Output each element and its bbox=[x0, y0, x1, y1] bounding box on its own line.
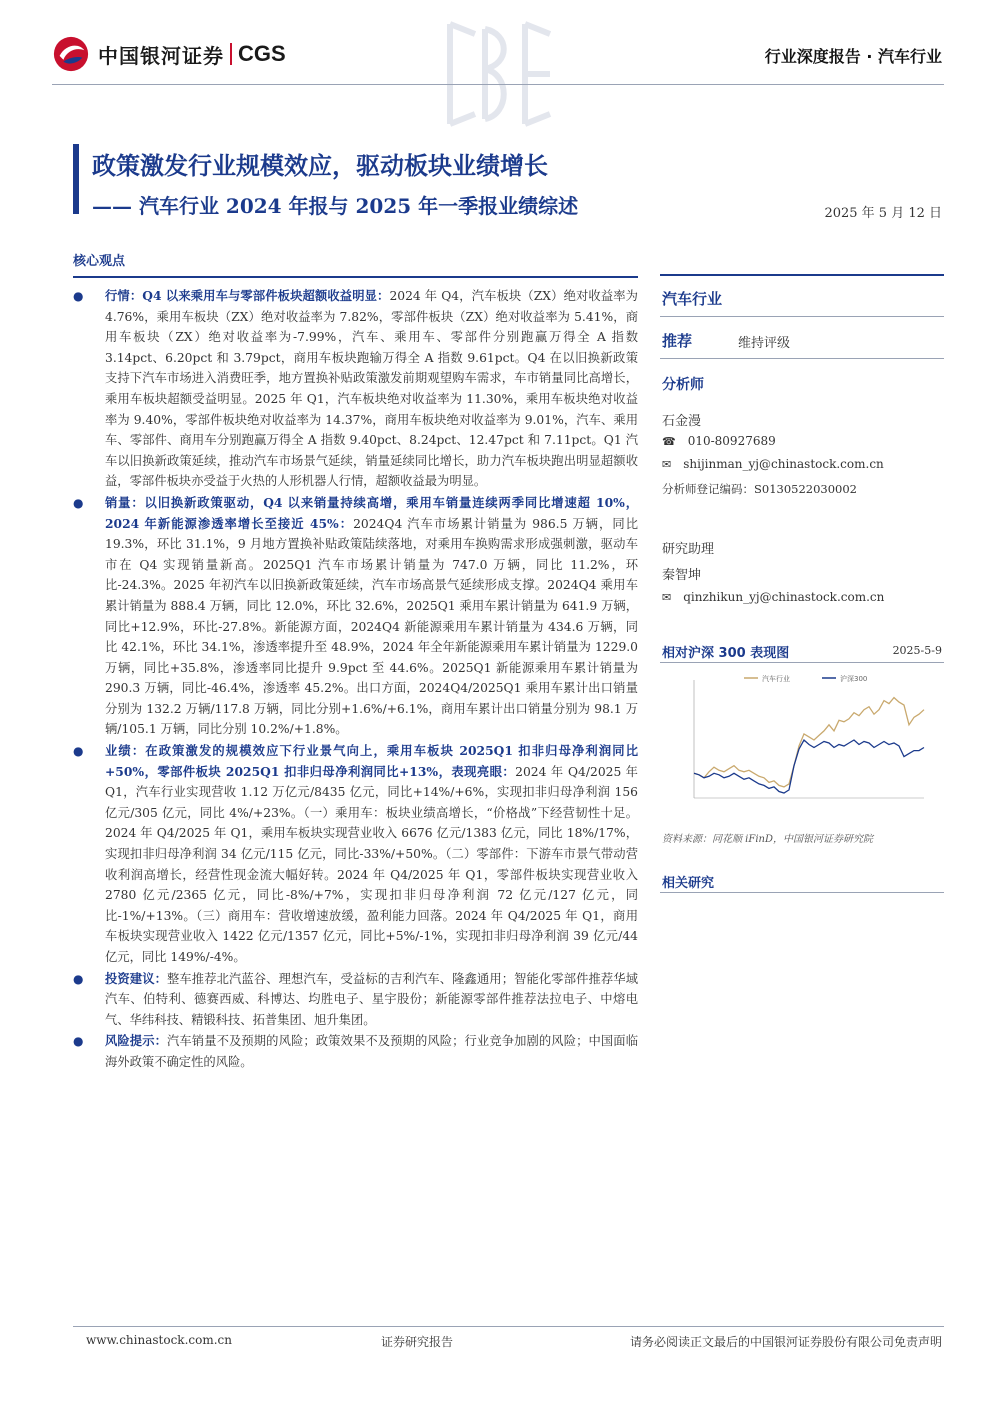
header-divider bbox=[52, 84, 944, 85]
rating-label: 推荐 bbox=[662, 332, 693, 350]
logo-english-name: CGS bbox=[238, 41, 286, 66]
report-title: 政策激发行业规模效应，驱动板块业绩增长 bbox=[92, 151, 548, 180]
bullet-dot-icon: ● bbox=[73, 1034, 84, 1049]
analyst-name: 石金漫 bbox=[662, 414, 702, 429]
sidebar-industry: 汽车行业 bbox=[662, 290, 723, 308]
bullet-body: 2024 年 Q4，汽车板块（ZX）绝对收益率为 4.76%，乘用车板块（ZX）绝对收益率为 7.82%，零部件板块（ZX）绝对收益率为 5.41%，商用车板块（ZX）绝对收益率为-7.99%，汽车、乘用车、零部件分别跑赢万得全 A 指数 3.14pct、6.20pct 和 3.79pct，商用车板块跑输万得全 A 指数 9.61pct。Q4 在以旧换新政策支持下汽车市场进入消费旺季，地方置换补贴政策激发前期观望购车需求，车市销量同比高增长，乘用车板块超额受益明显。2025 年 Q1，汽车板块绝对收益率为 11.30%，乘用车板块绝对收益率为 9.40%，零部件板块绝对收益率为 14.37%，商用车板块绝对收益率为 9.01%，汽车、乘用车、零部件、商用车分别跑赢万得全 A 指数 9.40pct、8.24pct、12.47pct 和 7.11pct。Q1 汽车以旧换新政策延续，推动汽车市场景气延续，销量延续同比增长，助力汽车板块跑出明显超额收益，零部件板块亦受益于火热的人形机器人行情，超额收益最为明显。 bbox=[105, 289, 638, 489]
analyst-certificate: 分析师登记编码：S0130522030002 bbox=[662, 482, 857, 496]
bullet-heading: 销量：以旧换新政策驱动，Q4 以来销量持续高增，乘用车销量连续两季同比增速超 10%，2024 年新能源渗透率增长至接近 45%： bbox=[105, 494, 638, 531]
bullet-heading: 行情：Q4 以来乘用车与零部件板块超额收益明显： bbox=[105, 288, 390, 303]
legend-label-1: 沪深300 bbox=[840, 675, 868, 683]
email-icon: ✉ bbox=[662, 590, 672, 604]
analyst-email[interactable]: shijinman_yj@chinastock.com.cn bbox=[683, 457, 884, 471]
footer-disclaimer: 请务必阅读正文最后的中国银河证券股份有限公司免责声明 bbox=[629, 1335, 942, 1349]
bullet-dot-icon: ● bbox=[73, 744, 84, 759]
assistant-name: 秦智坤 bbox=[662, 568, 702, 583]
cgs-watermark-icon bbox=[430, 14, 560, 134]
title-accent-bar bbox=[73, 144, 79, 214]
footer-report-label: 证券研究报告 bbox=[381, 1335, 454, 1349]
chart-date: 2025-5-9 bbox=[892, 644, 942, 657]
email-icon: ✉ bbox=[662, 457, 672, 471]
report-date: 2025 年 5 月 12 日 bbox=[824, 206, 942, 221]
bullet-heading: 风险提示： bbox=[105, 1033, 167, 1049]
bullet-heading: 业绩：在政策激发的规模效应下行业景气向上，乘用车板块 2025Q1 扣非归母净利润同比+50%，零部件板块 2025Q1 扣非归母净利润同比+13%，表现亮眼： bbox=[105, 743, 638, 779]
legend-label-0: 汽车行业 bbox=[762, 675, 790, 683]
core-view-divider bbox=[73, 276, 638, 278]
chart-divider bbox=[660, 662, 944, 663]
rating-value: 维持评级 bbox=[738, 336, 791, 351]
related-divider bbox=[660, 892, 944, 893]
sidebar-divider bbox=[660, 316, 944, 317]
analyst-email-row bbox=[662, 457, 884, 471]
logo-divider bbox=[230, 43, 232, 65]
bullet-body: 2024Q4 汽车市场累计销量为 986.5 万辆，同比 19.3%，环比 31.1%，9 月地方置换补贴政策陆续落地，对乘用车换购需求形成强刺激，驱动车市在 Q4 实现销量新高。2025Q1 汽车市场累计销量为 747.0 万辆，同比 11.2%，环比-24.3%。2025 年初汽车以旧换新政策延续，汽车市场高景气延续形成支撑。2024Q4 乘用车累计销量为 888.4 万辆，同比 12.0%，环比 32.6%，2025Q1 乘用车累计销量为 641.9 万辆，同比+12.9%，环比-27.8%。新能源方面，2024Q4 新能源乘用车累计销量为 434.6 万辆，同比 42.1%，环比 34.1%，渗透率提升至 48.9%，2024 年全年新能源乘用车累计销量为 1229.0 万辆，同比+35.8%，渗透率同比提升 9.9pct 至 44.6%。2025Q1 新能源乘用车累计销量为 290.3 万辆，同比-46.4%，渗透率 45.2%。出口方面，2024Q4/2025Q1 乘用车累计出口销量分别为 132.2 万辆/117.8 万辆，同比分别+1.6%/+6.1%，商用车累计出口销量分别为 98.1 万辆/105.1 万辆，同比分别 10.2%/+1.8%。 bbox=[105, 516, 638, 737]
assistant-email[interactable]: qinzhikun_yj@chinastock.com.cn bbox=[683, 590, 885, 604]
assistant-email-row bbox=[662, 590, 884, 604]
report-type-label: 行业深度报告 · 汽车行业 bbox=[764, 47, 942, 66]
bullet-risk bbox=[73, 1031, 638, 1072]
related-research-heading: 相关研究 bbox=[662, 876, 715, 891]
report-subtitle: —— 汽车行业 2024 年报与 2025 年一季报业绩综述 bbox=[92, 194, 579, 218]
analyst-phone: 010-80927689 bbox=[687, 434, 776, 448]
bullet-body: 整车推荐北汽蓝谷、理想汽车，受益标的吉利汽车、隆鑫通用；智能化零部件推荐华域汽车、伯特利、德赛西威、科博达、均胜电子、星宇股份；新能源零部件推荐法拉电子、中熔电气、华纬科技、精锻科技、拓普集团、旭升集团。 bbox=[105, 971, 638, 1027]
footer-divider bbox=[73, 1326, 944, 1327]
bullet-performance bbox=[73, 741, 638, 968]
bullet-investment bbox=[73, 969, 638, 1031]
bullet-body: 汽车销量不及预期的风险；政策效果不及预期的风险；行业竞争加剧的风险；中国面临海外政策不确定性的风险。 bbox=[105, 1034, 638, 1069]
core-view-heading: 核心观点 bbox=[73, 254, 126, 269]
bullet-sales bbox=[73, 493, 638, 740]
relative-performance-chart bbox=[664, 668, 942, 826]
bullet-heading: 投资建议： bbox=[105, 970, 167, 986]
chart-title: 相对沪深 300 表现图 bbox=[662, 646, 790, 661]
chart-source: 资料来源：同花顺 iFinD，中国银河证券研究院 bbox=[662, 834, 873, 845]
bullet-dot-icon: ● bbox=[73, 289, 84, 303]
bullet-dot-icon: ● bbox=[73, 495, 84, 510]
bullet-dot-icon: ● bbox=[73, 971, 84, 986]
chart-legend bbox=[744, 674, 867, 683]
logo-chinese-name: 中国银河证券 bbox=[98, 43, 224, 68]
company-logo bbox=[52, 34, 286, 74]
bullet-market bbox=[73, 286, 638, 492]
footer-website[interactable]: www.chinastock.com.cn bbox=[86, 1333, 232, 1347]
assistant-heading: 研究助理 bbox=[662, 542, 715, 557]
analyst-phone-row bbox=[662, 434, 776, 448]
bullet-body: 2024 年 Q4/2025 年 Q1，汽车行业实现营收 1.12 万亿元/8435 亿元，同比+14%/+6%，实现扣非归母净利润 156 亿元/305 亿元，同比 4%/+23%。（一）乘用车：板块业绩高增长，“价格战”下经营韧性十足。2024 年 Q4/2025 年 Q1，乘用车板块实现营业收入 6676 亿元/1383 亿元，同比 18%/17%，实现扣非归母净利润 34 亿元/115 亿元，同比-33%/+50%。（二）零部件：下游车市景气带动营收利润高增长，经营性现金流大幅好转。2024 年 Q4/2025 年 Q1，零部件板块实现营业收入 2780 亿元/2365 亿元，同比-8%/+7%，实现扣非归母净利润 72 亿元/127 亿元，同比-1%/+13%。（三）商用车：营收增速放缓，盈利能力回落。2024 年 Q4/2025 年 Q1，商用车板块实现营业收入 1422 亿元/1357 亿元，同比+5%/-1%，实现扣非归母净利润 39 亿元/44 亿元，同比 149%/-4%。 bbox=[105, 764, 638, 964]
galaxy-logo-icon bbox=[52, 35, 90, 73]
series-line-1 bbox=[694, 740, 924, 793]
sidebar-divider bbox=[660, 358, 944, 359]
analyst-heading: 分析师 bbox=[662, 377, 704, 393]
core-view-bullets bbox=[73, 286, 638, 1073]
phone-icon: ☎ bbox=[662, 434, 676, 448]
sidebar-top-divider bbox=[660, 274, 944, 276]
series-line-0 bbox=[694, 698, 924, 787]
